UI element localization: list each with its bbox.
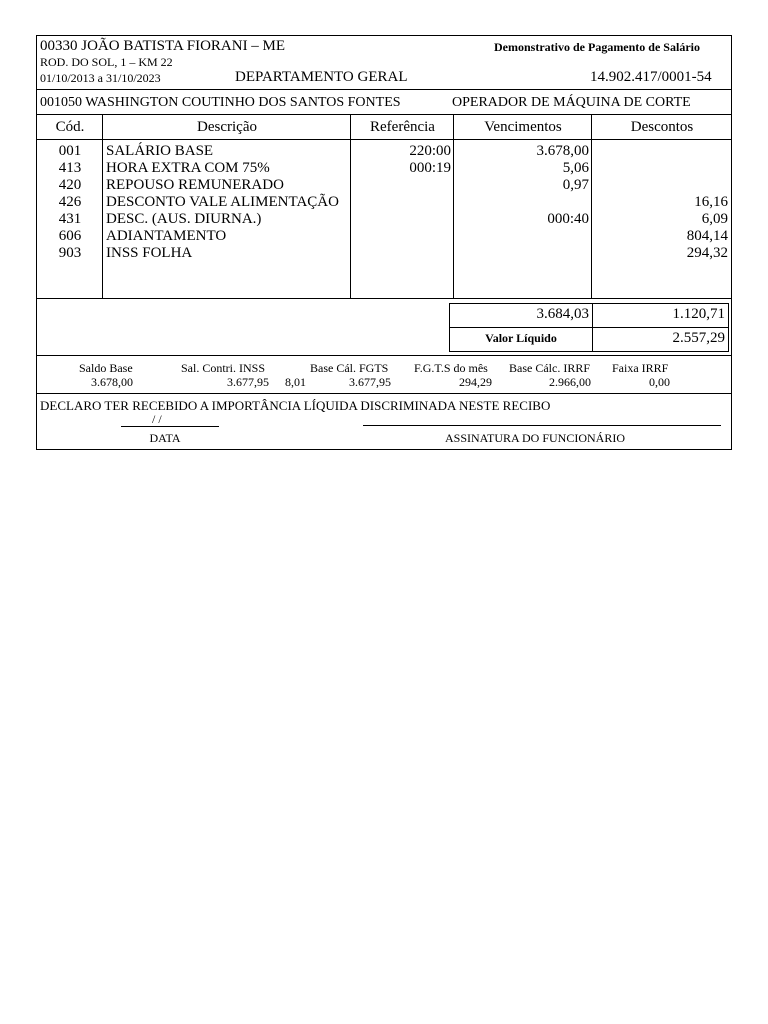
column-header-description: Descrição xyxy=(197,119,257,135)
row-deductions: 294,32 xyxy=(686,245,728,261)
company-line: 00330 JOÃO BATISTA FIORANI – ME xyxy=(40,38,286,54)
base-fgts-label: Base Cál. FGTS xyxy=(310,361,389,375)
base-irrf-label: Base Cálc. IRRF xyxy=(509,361,590,375)
divider xyxy=(36,114,732,115)
base-fgts-value: 3.677,95 xyxy=(349,375,391,389)
faixa-irrf-value: 0,00 xyxy=(649,375,670,389)
table-row xyxy=(0,211,768,228)
row-description: DESC. (AUS. DIURNA.) xyxy=(106,211,262,227)
table-row xyxy=(0,160,768,177)
row-code: 001 xyxy=(58,143,82,159)
table-row xyxy=(0,194,768,211)
row-code: 426 xyxy=(58,194,82,210)
net-label: Valor Líquido xyxy=(485,331,557,345)
divider xyxy=(36,89,732,90)
row-reference: 000:19 xyxy=(409,160,451,176)
date-blank: / / xyxy=(152,412,162,426)
row-earnings: 3.678,00 xyxy=(536,143,589,159)
saldo-base-label: Saldo Base xyxy=(79,361,133,375)
divider xyxy=(36,298,732,299)
row-reference: 220:00 xyxy=(409,143,451,159)
employee-name: 001050 WASHINGTON COUTINHO DOS SANTOS FONTES xyxy=(40,95,401,110)
deductions-total: 1.120,71 xyxy=(672,306,725,322)
signature-label: ASSINATURA DO FUNCIONÁRIO xyxy=(444,431,626,445)
divider xyxy=(36,355,732,356)
row-description: INSS FOLHA xyxy=(106,245,193,261)
base-irrf-value: 2.966,00 xyxy=(549,375,591,389)
department: DEPARTAMENTO GERAL xyxy=(235,69,408,85)
row-deductions: 16,16 xyxy=(694,194,728,210)
row-code: 903 xyxy=(58,245,82,261)
signature-line xyxy=(363,425,721,426)
row-code: 606 xyxy=(58,228,82,244)
row-earnings: 0,97 xyxy=(562,177,589,193)
table-row xyxy=(0,245,768,262)
column-header-code: Cód. xyxy=(55,119,85,135)
date-label: DATA xyxy=(149,431,181,445)
row-description: DESCONTO VALE ALIMENTAÇÃO xyxy=(106,194,339,210)
inss-rate-value: 8,01 xyxy=(285,375,306,389)
row-code: 420 xyxy=(58,177,82,193)
company-address: ROD. DO SOL, 1 – KM 22 xyxy=(40,55,173,69)
fgts-mes-label: F.G.T.S do mês xyxy=(414,361,488,375)
declaration-text: DECLARO TER RECEBIDO A IMPORTÂNCIA LÍQUIDA DISCRIMINADA NESTE RECIBO xyxy=(40,398,551,413)
table-row xyxy=(0,228,768,245)
faixa-irrf-label: Faixa IRRF xyxy=(612,361,669,375)
column-header-reference: Referência xyxy=(370,119,435,135)
items-table xyxy=(0,143,768,262)
date-line xyxy=(121,426,219,427)
sal-contri-inss-value: 3.677,95 xyxy=(227,375,269,389)
saldo-base-value: 3.678,00 xyxy=(91,375,133,389)
row-deductions: 6,09 xyxy=(701,211,728,227)
row-earnings: 000:40 xyxy=(547,211,589,227)
fgts-mes-value: 294,29 xyxy=(459,375,492,389)
sal-contri-inss-label: Sal. Contri. INSS xyxy=(181,361,266,375)
employee-role: OPERADOR DE MÁQUINA DE CORTE xyxy=(452,95,691,110)
column-header-earnings: Vencimentos xyxy=(484,119,562,135)
divider xyxy=(36,139,732,140)
table-row xyxy=(0,143,768,160)
row-description: REPOUSO REMUNERADO xyxy=(106,177,284,193)
row-deductions: 804,14 xyxy=(686,228,728,244)
row-description: HORA EXTRA COM 75% xyxy=(106,160,270,176)
document-title: Demonstrativo de Pagamento de Salário xyxy=(494,40,700,54)
row-earnings: 5,06 xyxy=(562,160,589,176)
row-code: 413 xyxy=(58,160,82,176)
pay-period: 01/10/2013 a 31/10/2023 xyxy=(40,71,161,85)
row-description: ADIANTAMENTO xyxy=(106,228,227,244)
column-header-deductions: Descontos xyxy=(630,119,694,135)
row-code: 431 xyxy=(58,211,82,227)
net-value: 2.557,29 xyxy=(672,330,725,346)
divider xyxy=(36,393,732,394)
earnings-total: 3.684,03 xyxy=(536,306,589,322)
row-description: SALÁRIO BASE xyxy=(106,143,214,159)
company-cnpj: 14.902.417/0001-54 xyxy=(590,69,712,85)
table-row xyxy=(0,177,768,194)
